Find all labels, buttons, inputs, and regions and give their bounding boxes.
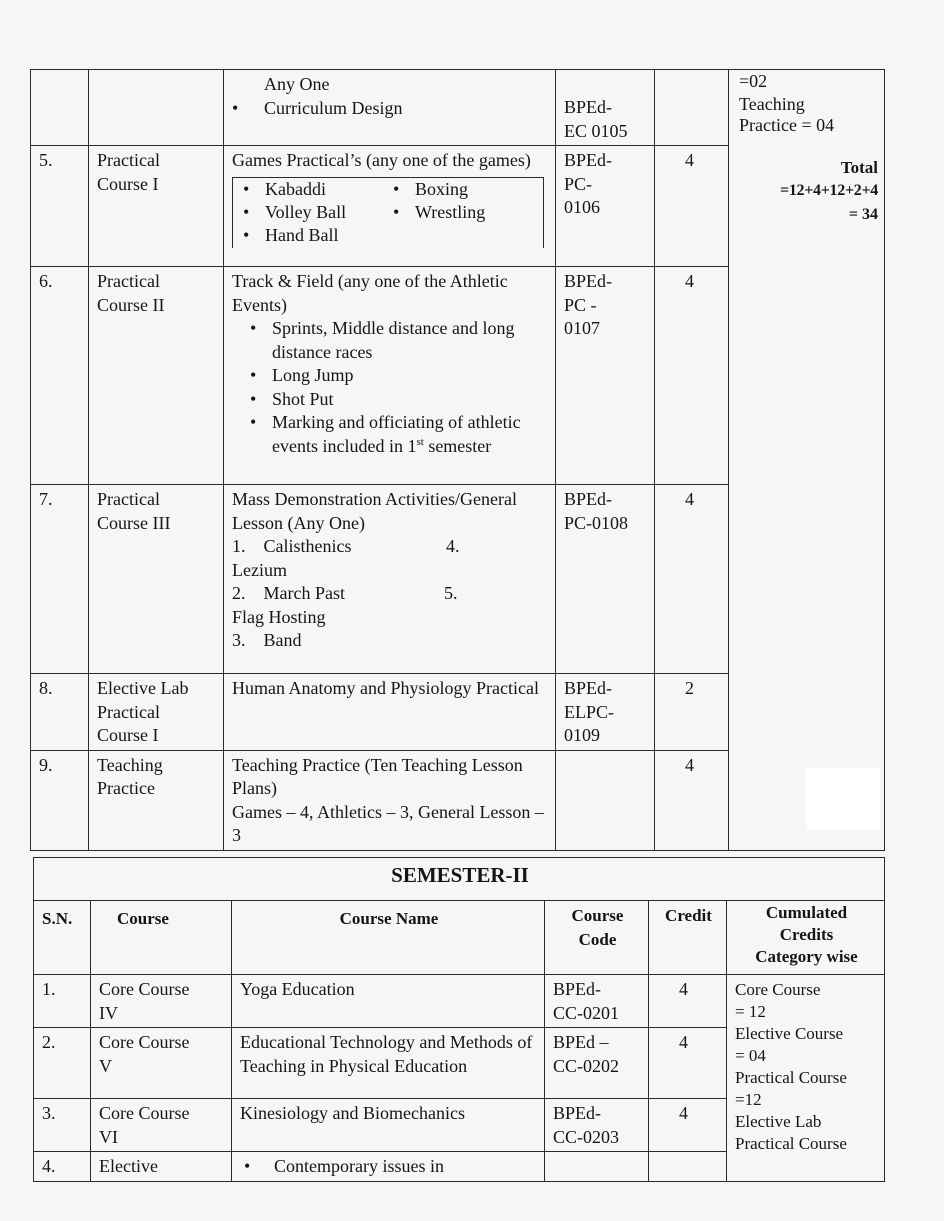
semester-1-table [30, 69, 885, 851]
list-item: • Long Jump [250, 364, 549, 388]
sn-cell: 4. [34, 1152, 91, 1182]
list-item: • Curriculum Design [232, 97, 403, 118]
course-code-cell [545, 1152, 649, 1182]
course-name-cell: Kinesiology and Biomechanics [232, 1099, 545, 1152]
sn-cell: 6. [31, 267, 89, 485]
credit-cell [655, 70, 729, 146]
sn-cell: 7. [31, 485, 89, 674]
sn-cell [31, 70, 89, 146]
cum-line: Practical Course [735, 1068, 847, 1087]
list-item-text: Curriculum Design [264, 97, 403, 118]
list-item: • Marking and officiating of athletic events included in 1st semester [250, 411, 549, 458]
header-cumulated: Cumulated Credits Category wise [727, 901, 885, 975]
sn-cell: 8. [31, 674, 89, 751]
course-code-cell: BPEd- PC-0108 [556, 485, 655, 674]
course-code-cell: BPEd- ELPC- 0109 [556, 674, 655, 751]
white-patch [806, 768, 880, 830]
credit-cell: 4 [649, 1028, 727, 1099]
course-code-cell: BPEd – CC-0202 [545, 1028, 649, 1099]
list-item: • Volley Ball [243, 201, 383, 224]
course-name-cell [224, 485, 556, 674]
cum-line: Practical Course [735, 1134, 847, 1153]
course-code-cell [556, 750, 655, 850]
semester-title-cell [34, 858, 885, 901]
list-item: • Contemporary issues in [244, 1156, 444, 1176]
credit-cell [649, 1152, 727, 1182]
credit-cell: 4 [655, 267, 729, 485]
course-cell: Core Course V [91, 1028, 232, 1099]
course-cell: Core Course IV [91, 975, 232, 1028]
course-cell [89, 70, 224, 146]
course-cell: Elective Lab Practical Course I [89, 674, 224, 751]
cum-line: Elective Course [735, 1024, 844, 1043]
credit-cell: 2 [655, 674, 729, 751]
course-name-cell [224, 146, 556, 267]
cumulated-credits-cell [727, 975, 885, 1182]
course-name-cell: Human Anatomy and Physiology Practical [224, 674, 556, 751]
course-code-cell: BPEd- EC 0105 [556, 70, 655, 146]
course-name-cell: Educational Technology and Methods of Teaching in Physical Education [232, 1028, 545, 1099]
list-item: • Sprints, Middle distance and long distance races [250, 317, 549, 364]
semester-title-row [34, 858, 885, 901]
header-course-code: Course Code [545, 901, 649, 975]
list-item: • Wrestling [393, 201, 543, 224]
games-left-col [233, 178, 383, 247]
list-item-text: Contemporary issues in [274, 1156, 444, 1176]
total-label: Total [840, 157, 878, 177]
total-value: = 34 [848, 205, 878, 223]
cum-line: = 12 [735, 1002, 766, 1021]
list-item: • Kabaddi [243, 178, 383, 201]
total-formula: =12+4+12+2+4 [780, 182, 878, 199]
cum-line: = 04 [735, 1046, 766, 1065]
text-line: 2. March Past 5. [232, 583, 458, 603]
sn-cell: 2. [34, 1028, 91, 1099]
text-line: Flag Hosting [232, 606, 326, 627]
list-item: • Boxing [393, 178, 543, 201]
text-line: 1. Calisthenics 4. [232, 536, 460, 556]
semester-2-table [33, 857, 885, 1182]
cum-line: =02 [739, 71, 768, 91]
course-cell: Practical Course I [89, 146, 224, 267]
course-name-cell: Yoga Education [232, 975, 545, 1028]
list-item: • Shot Put [250, 388, 549, 412]
games-right-col [383, 178, 543, 224]
sn-cell: 3. [34, 1099, 91, 1152]
header-course-name: Course Name [232, 901, 545, 975]
track-intro: Track & Field (any one of the Athletic Events) [232, 271, 508, 315]
course-cell: Elective [91, 1152, 232, 1182]
credit-cell: 4 [655, 146, 729, 267]
cum-line: Core Course [735, 980, 821, 999]
course-cell: Core Course VI [91, 1099, 232, 1152]
course-name-cell [224, 70, 556, 146]
course-code-cell: BPEd- CC-0203 [545, 1099, 649, 1152]
semester-title: SEMESTER-II [391, 863, 529, 887]
course-cell: Practical Course II [89, 267, 224, 485]
sn-cell: 5. [31, 146, 89, 267]
course-name-cell: Teaching Practice (Ten Teaching Lesson Plans) Games – 4, Athletics – 3, General Lesson – 3 [224, 750, 556, 850]
cum-line: Practice = 04 [739, 114, 835, 135]
cumulated-credits-cell [729, 70, 885, 851]
header-row [34, 901, 885, 975]
course-code-cell: BPEd- PC - 0107 [556, 267, 655, 485]
cum-line: =12 [735, 1090, 762, 1109]
sn-cell: 1. [34, 975, 91, 1028]
credit-cell: 4 [649, 1099, 727, 1152]
course-code-cell: BPEd- CC-0201 [545, 975, 649, 1028]
header-credit: Credit [649, 901, 727, 975]
course-cell: Teaching Practice [89, 750, 224, 850]
text-line: Lezium [232, 559, 287, 580]
mass-demo-intro: Mass Demonstration Activities/General Lesson (Any One) [232, 489, 517, 533]
games-box [232, 177, 544, 248]
course-name-cell [232, 1152, 545, 1182]
header-course: Course [91, 901, 232, 975]
cum-line: Teaching [739, 93, 805, 114]
course-name-cell [224, 267, 556, 485]
credit-cell: 4 [655, 750, 729, 850]
list-item: • Hand Ball [243, 224, 383, 247]
credit-cell: 4 [655, 485, 729, 674]
text-line: 3. Band [232, 630, 302, 650]
credit-cell: 4 [649, 975, 727, 1028]
course-cell: Practical Course III [89, 485, 224, 674]
course-code-cell: BPEd- PC- 0106 [556, 146, 655, 267]
games-intro: Games Practical’s (any one of the games) [232, 150, 531, 170]
header-sn: S.N. [34, 901, 91, 975]
table-row [31, 70, 885, 146]
cum-line: Elective Lab [735, 1112, 822, 1131]
any-one-text: Any One [264, 74, 330, 94]
sn-cell: 9. [31, 750, 89, 850]
table-row [34, 975, 885, 1028]
